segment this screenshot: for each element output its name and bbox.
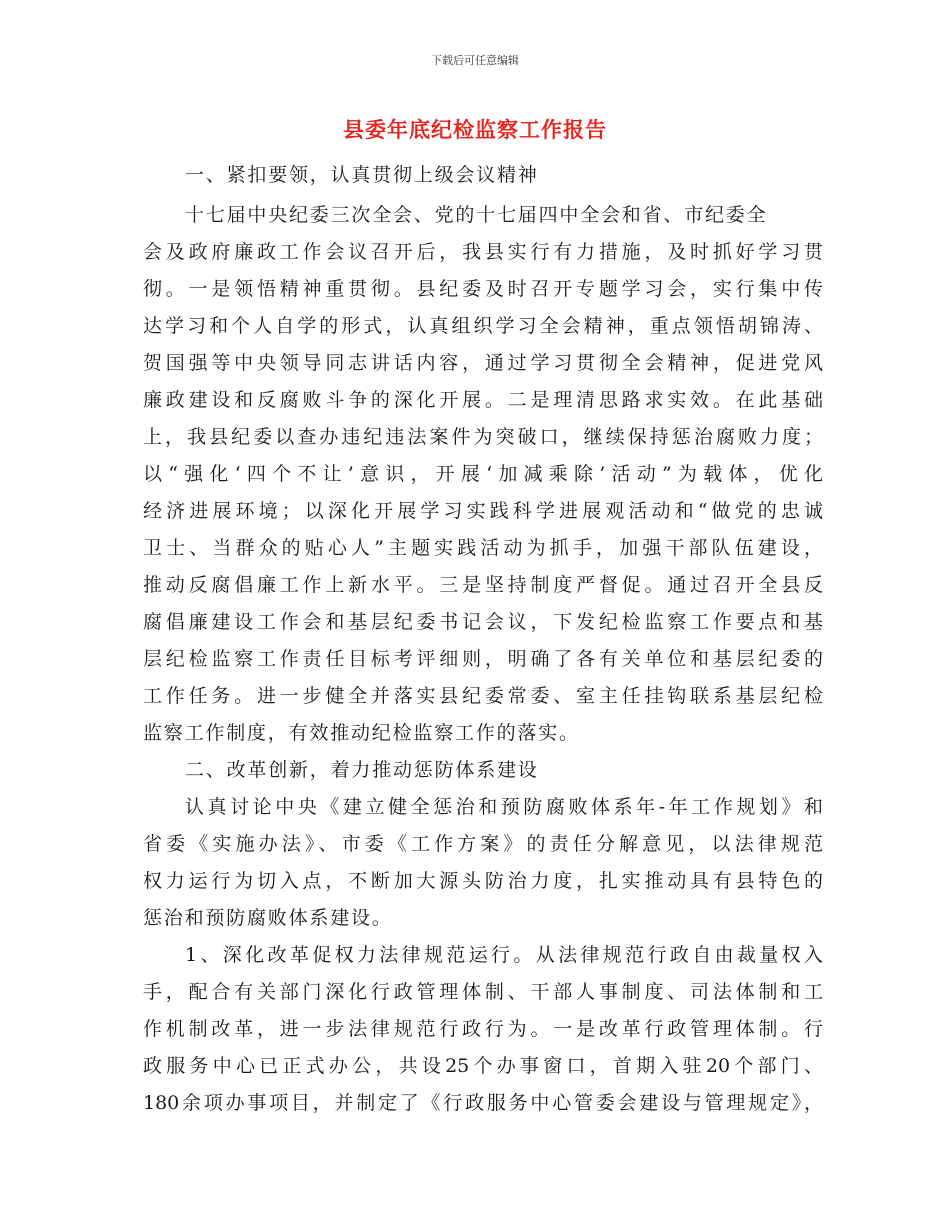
paragraph-line: 层纪检监察工作责任目标考评细则，明确了各有关单位和基层纪委的 <box>143 648 823 670</box>
paragraph-line: 廉政建设和反腐败斗争的深化开展。二是理清思路求实效。在此基础 <box>143 389 823 411</box>
paragraph-line: 上，我县纪委以查办违纪违法案件为突破口，继续保持惩治腐败力度； <box>143 426 823 448</box>
paragraph-line: 权力运行为切入点，不断加大源头防治力度，扎实推动具有县特色的 <box>143 870 823 892</box>
paragraph-line: 省委《实施办法》、市委《工作方案》的责任分解意见，以法律规范 <box>143 833 823 855</box>
paragraph-line: 彻。一是领悟精神重贯彻。县纪委及时召开专题学习会，实行集中传 <box>143 278 823 300</box>
paragraph-line: 作机制改革，进一步法律规范行政行为。一是改革行政管理体制。行 <box>143 1018 823 1040</box>
paragraph-line: 以“强化‘四个不让’意识，开展‘加减乘除’活动”为载体，优化 <box>143 463 823 485</box>
paragraph-line: 达学习和个人自学的形式，认真组织学习全会精神，重点领悟胡锦涛、 <box>143 315 823 337</box>
paragraph-line: 手，配合有关部门深化行政管理体制、干部人事制度、司法体制和工 <box>143 981 823 1003</box>
paragraph-line: 会及政府廉政工作会议召开后，我县实行有力措施，及时抓好学习贯 <box>143 241 823 263</box>
paragraph-line: 工作任务。进一步健全并落实县纪委常委、室主任挂钩联系基层纪检 <box>143 685 823 707</box>
paragraph-line: 认真讨论中央《建立健全惩治和预防腐败体系年-年工作规划》和 <box>185 796 823 818</box>
page-header: 下载后可任意编辑 <box>431 54 519 67</box>
paragraph-line: 经济进展环境；以深化开展学习实践科学进展观活动和“做党的忠诚 <box>143 500 823 522</box>
paragraph-line: 贺国强等中央领导同志讲话内容，通过学习贯彻全会精神，促进党风 <box>143 352 823 374</box>
section-heading-1: 一、紧扣要领，认真贯彻上级会议精神 <box>185 164 539 186</box>
paragraph-line: 推动反腐倡廉工作上新水平。三是坚持制度严督促。通过召开全县反 <box>143 574 823 596</box>
paragraph-line: 180余项办事项目，并制定了《行政服务中心管委会建设与管理规定》， <box>143 1092 823 1114</box>
paragraph-line: 腐倡廉建设工作会和基层纪委书记会议，下发纪检监察工作要点和基 <box>143 611 823 633</box>
paragraph-line: 惩治和预防腐败体系建设。 <box>143 907 393 929</box>
section-heading-2: 二、改革创新，着力推动惩防体系建设 <box>185 759 539 781</box>
paragraph-line: 政服务中心已正式办公，共设25个办事窗口，首期入驻20个部门、 <box>143 1055 823 1077</box>
document-title: 县委年底纪检监察工作报告 <box>343 117 607 142</box>
paragraph-line: 十七届中央纪委三次全会、党的十七届四中全会和省、市纪委全 <box>185 204 768 226</box>
paragraph-line: 卫士、当群众的贴心人”主题实践活动为抓手，加强干部队伍建设， <box>143 537 823 559</box>
paragraph-line: 监察工作制度，有效推动纪检监察工作的落实。 <box>143 722 580 744</box>
paragraph-line: 1、深化改革促权力法律规范运行。从法律规范行政自由裁量权入 <box>185 944 823 966</box>
